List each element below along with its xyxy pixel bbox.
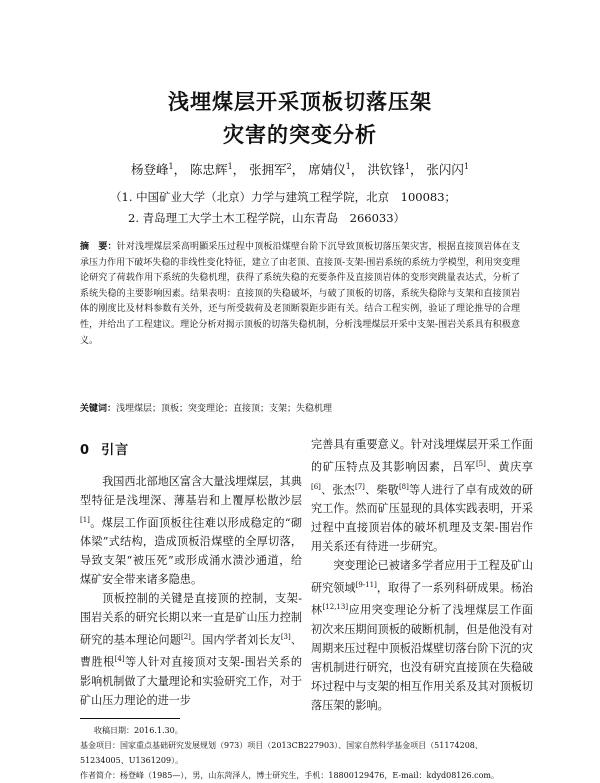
paragraph-text: 、张杰 bbox=[320, 483, 355, 497]
paragraph-text: 我国西北部地区富含大量浅埋煤层，其典型特征是浅埋深、薄基岩和上覆厚松散沙层 bbox=[80, 474, 302, 507]
paragraph-text: 应用突变理论分析了浅埋煤层工作面初次来压期间顶板的破断机制，但是他没有对周期来压过程中顶板沿煤壁切落台阶下沉的灾害机制进行研究，也没有研究直接顶在失稳破坏过程中与支架的相互作用关系及其对顶板切落压架的影响。 bbox=[311, 604, 533, 712]
citation: [9-11] bbox=[355, 580, 377, 589]
paragraph-text: 等人进行了卓有成效的研究工作。然而矿压显现的具体实践表明，开采过程中直接顶岩体的破坏机理及支架-围岩作用关系还有待进一步研究。 bbox=[311, 483, 533, 553]
citation: [2] bbox=[181, 632, 191, 641]
keywords bbox=[80, 402, 520, 416]
paragraph-text: ，取得了一系列科研成果。杨治林 bbox=[311, 581, 533, 617]
footnote-received: 收稿日期：2016.1.30。 bbox=[94, 726, 183, 735]
footnotes bbox=[80, 723, 520, 783]
section-title: 引言 bbox=[101, 443, 130, 458]
citation: [12,13] bbox=[322, 603, 349, 612]
body-left-column bbox=[80, 436, 302, 711]
keywords-label: 关键词： bbox=[80, 404, 117, 414]
author-affil-mark: 2 bbox=[286, 161, 292, 171]
footnote-author: 作者简介：杨登峰（1985—），男，山东菏泽人，博士研究生，手机：18800129476，E-mail：kdyd08126.com。 bbox=[80, 771, 499, 780]
author-name: 洪钦锋 bbox=[367, 162, 405, 177]
paragraph-text: 。国内学者刘长友 bbox=[190, 633, 281, 647]
body-paragraph bbox=[311, 436, 533, 557]
citation: [8] bbox=[398, 482, 409, 491]
author-name: 杨登峰 bbox=[130, 162, 169, 177]
author-name: 陈忠辉 bbox=[190, 162, 228, 177]
paragraph-text: 完善具有重要意义。针对浅埋煤层开采工作面的矿压特点及其影响因素，吕军 bbox=[311, 438, 533, 474]
paragraph-text: 、曹胜根 bbox=[80, 633, 302, 670]
citation: [5] bbox=[475, 459, 486, 468]
author-list: 杨登峰$^1$， 陈忠辉$^1$， 张拥军$^2$， 席婧仪$^1$， 洪钦锋$^1$， 张闪闪$^1$ bbox=[130, 161, 470, 177]
paper-title bbox=[0, 86, 600, 152]
citation: [6] bbox=[311, 482, 321, 491]
author-affil-mark: 1 bbox=[404, 161, 410, 171]
affiliations bbox=[110, 187, 530, 229]
affiliation-line-1: （1. 中国矿业大学（北京）力学与建筑工程学院，北京 100083； bbox=[110, 190, 457, 204]
author-affil-mark: 1 bbox=[227, 161, 233, 171]
section-heading bbox=[80, 442, 302, 461]
author-name: 张闪闪 bbox=[426, 162, 464, 177]
citation: [7] bbox=[354, 482, 365, 491]
author-affil-mark: 1 bbox=[168, 161, 174, 171]
paragraph-text: 。煤层工作面顶板往往难以形成稳定的“砌体梁”式结构，造成顶板沿煤壁的全厚切落，导致支架“被压死”或形成涌水溃沙通道，给煤矿安全带来诸多隐患。 bbox=[80, 516, 302, 587]
body-paragraph bbox=[80, 473, 302, 590]
keywords-text: 浅埋煤层；顶板；突变理论；直接顶；支架；失稳机理 bbox=[116, 404, 333, 414]
body-paragraph bbox=[311, 557, 533, 716]
footnote-fund: 基金项目：国家重点基础研究发展规划（973）项目（2013CB227903）、国家自然科学基金项目（51174208、51234005、U1361209）。 bbox=[80, 741, 483, 765]
body-right-column bbox=[311, 436, 533, 715]
author-name: 张拥军 bbox=[249, 162, 287, 177]
body-paragraph bbox=[80, 590, 302, 711]
author-name: 席婧仪 bbox=[308, 162, 346, 177]
affiliation-line-2: 2. 青岛理工大学土木工程学院，山东青岛 266033） bbox=[128, 211, 406, 225]
paragraph-text: 顶板控制的关键是直接顶的控制，支架-围岩关系的研究长期以来一直是矿山压力控制研究的基本理论问题 bbox=[80, 592, 302, 647]
author-affil-mark: 1 bbox=[345, 161, 351, 171]
footnote-divider bbox=[80, 718, 180, 719]
title-line-1: 浅埋煤层开采顶板切落压架 bbox=[168, 90, 432, 114]
title-line-2: 灾害的突变分析 bbox=[223, 123, 377, 147]
author-affil-mark: 1 bbox=[463, 161, 470, 171]
citation: [1] bbox=[80, 515, 90, 524]
abstract bbox=[80, 240, 520, 349]
abstract-label: 摘 要： bbox=[80, 242, 117, 252]
citation: [3] bbox=[280, 632, 291, 641]
paragraph-text: 、黄庆享 bbox=[485, 460, 533, 474]
paragraph-text: 等人针对直接顶对支架-围岩关系的影响机制做了大量理论和实验研究工作，对于矿山压力理论的进一步 bbox=[80, 656, 302, 707]
paragraph-text: 、柴敬 bbox=[364, 483, 399, 497]
section-number: 0 bbox=[80, 443, 91, 458]
citation: [4] bbox=[114, 655, 125, 664]
abstract-text: 针对浅埋煤层采高明顯采压过程中顶板沿煤壁台阶下沉导致顶板切落压架灾害，根据直接顶岩体在支承压力作用下破坏失稳的非线性变化特征，建立了由老顶、直接顶-支架-围岩系统的系统力学模型，利用突变理论研究了荷载作用下系统的失稳机理，获得了系统失稳的充要条件及直接顶岩体的变形突跳量表达式，分析了系统失稳的主要影响因素。结果表明：直接顶的失稳破坏，与破了顶板的切落，系统失稳除与支架和直接顶岩体的刚度比及材料参数有关外，还与所受载荷及老顶断裂距步距有关。结合工程实例，验证了理论推导的合理性，并给出了工程建议。理论分析对揭示顶板的切落失稳机制，分析浅埋煤层开采中支架-围岩关系具有积极意义。 bbox=[80, 242, 520, 346]
paragraph-text: 突变理论已被诸多学者应用于工程及矿山研究领域 bbox=[311, 558, 533, 595]
